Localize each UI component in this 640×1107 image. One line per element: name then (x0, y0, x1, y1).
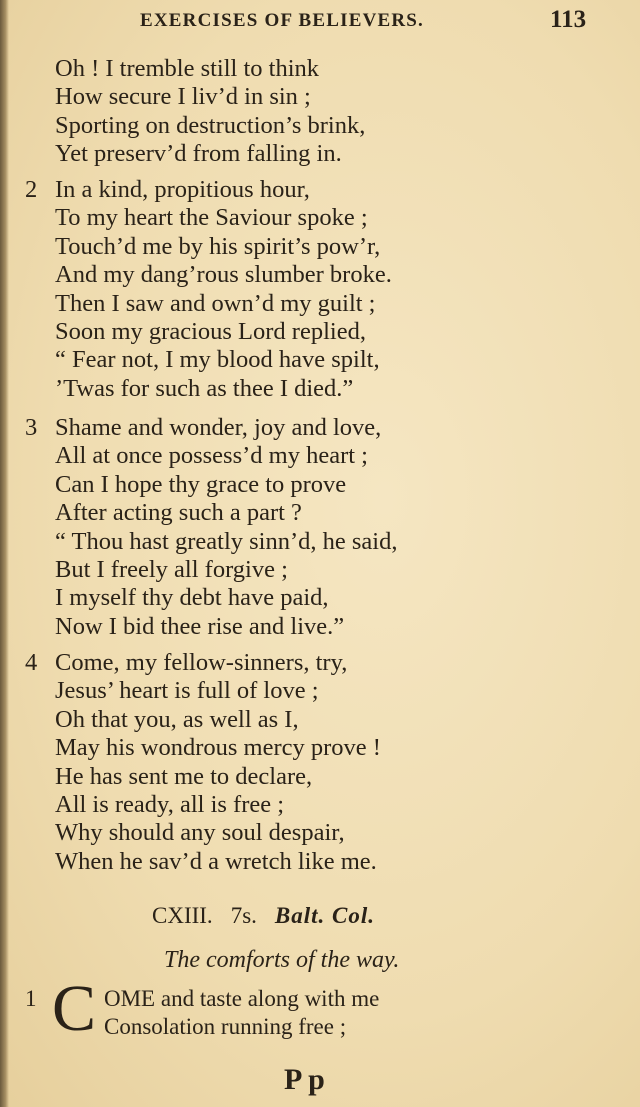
verse-line: May his wondrous mercy prove ! (55, 734, 381, 762)
verse-line: Yet preserv’d from falling in. (55, 140, 342, 168)
hymn-tune: Balt. Col. (274, 903, 375, 928)
hymn-subtitle: The comforts of the way. (164, 947, 400, 973)
verse-line: Soon my gracious Lord replied, (55, 317, 366, 345)
verse-line: Oh ! I tremble still to think (55, 55, 320, 82)
verse-line: Consolation running free ; (104, 1014, 347, 1039)
verse-line: “ Thou hast greatly sinn’d, he said, (55, 527, 398, 555)
verse-line: 3 Shame and wonder, joy and love, (25, 414, 382, 441)
verse-line: Now I bid thee rise and live.” (55, 612, 345, 640)
verse-line: All at once possess’d my heart ; (55, 442, 368, 470)
verse-line: Touch’d me by his spirit’s pow’r, (55, 232, 381, 260)
hymn-meter: 7s. (230, 903, 257, 928)
verse-line: ’Twas for such as thee I died.” (55, 374, 354, 402)
stanza-number: 2 (25, 176, 38, 203)
verse-line: OME and taste along with me (104, 986, 380, 1011)
verse-line: “ Fear not, I my blood have spilt, (55, 346, 380, 374)
printer-signature-mark: P p (284, 1063, 325, 1096)
verse-line: After acting such a part ? (55, 499, 302, 527)
verse-line: Why should any soul despair, (55, 819, 345, 847)
verse-line: Oh that you, as well as I, (55, 705, 299, 733)
verse-line: All is ready, all is free ; (55, 790, 285, 818)
verse-line: When he sav’d a wretch like me. (55, 847, 377, 875)
stanza-number: 1 (25, 986, 37, 1011)
verse-line: And my dang’rous slumber broke. (55, 261, 392, 289)
stanza-number: 3 (25, 414, 38, 441)
stanza-4 (0, 649, 640, 876)
drop-cap: C (52, 972, 97, 1045)
verse-line: Can I hope thy grace to prove (55, 470, 347, 498)
hymn-number: CXIII. (152, 903, 213, 928)
stanza-3 (0, 414, 640, 641)
hymn-first-stanza (0, 972, 640, 1054)
stanza-continuation (0, 55, 640, 169)
verse-line: Sporting on destruction’s brink, (55, 111, 366, 139)
stanza-2 (0, 176, 640, 403)
verse-line: 2 In a kind, propitious hour, (25, 176, 310, 203)
running-head: EXERCISES OF BELIEVERS. (140, 10, 425, 31)
stanza-number: 4 (25, 649, 38, 676)
verse-line: To my heart the Saviour spoke ; (55, 204, 368, 232)
hymn-heading (152, 903, 375, 929)
verse-line: He has sent me to declare, (55, 762, 313, 790)
page-number: 113 (550, 6, 587, 33)
verse-line: 4 Come, my fellow-sinners, try, (25, 649, 348, 676)
verse-line: Then I saw and own’d my guilt ; (55, 289, 376, 317)
verse-line: How secure I liv’d in sin ; (55, 83, 311, 111)
verse-line: Jesus’ heart is full of love ; (55, 677, 319, 705)
verse-line: I myself thy debt have paid, (55, 584, 329, 612)
verse-line: But I freely all forgive ; (55, 555, 288, 583)
